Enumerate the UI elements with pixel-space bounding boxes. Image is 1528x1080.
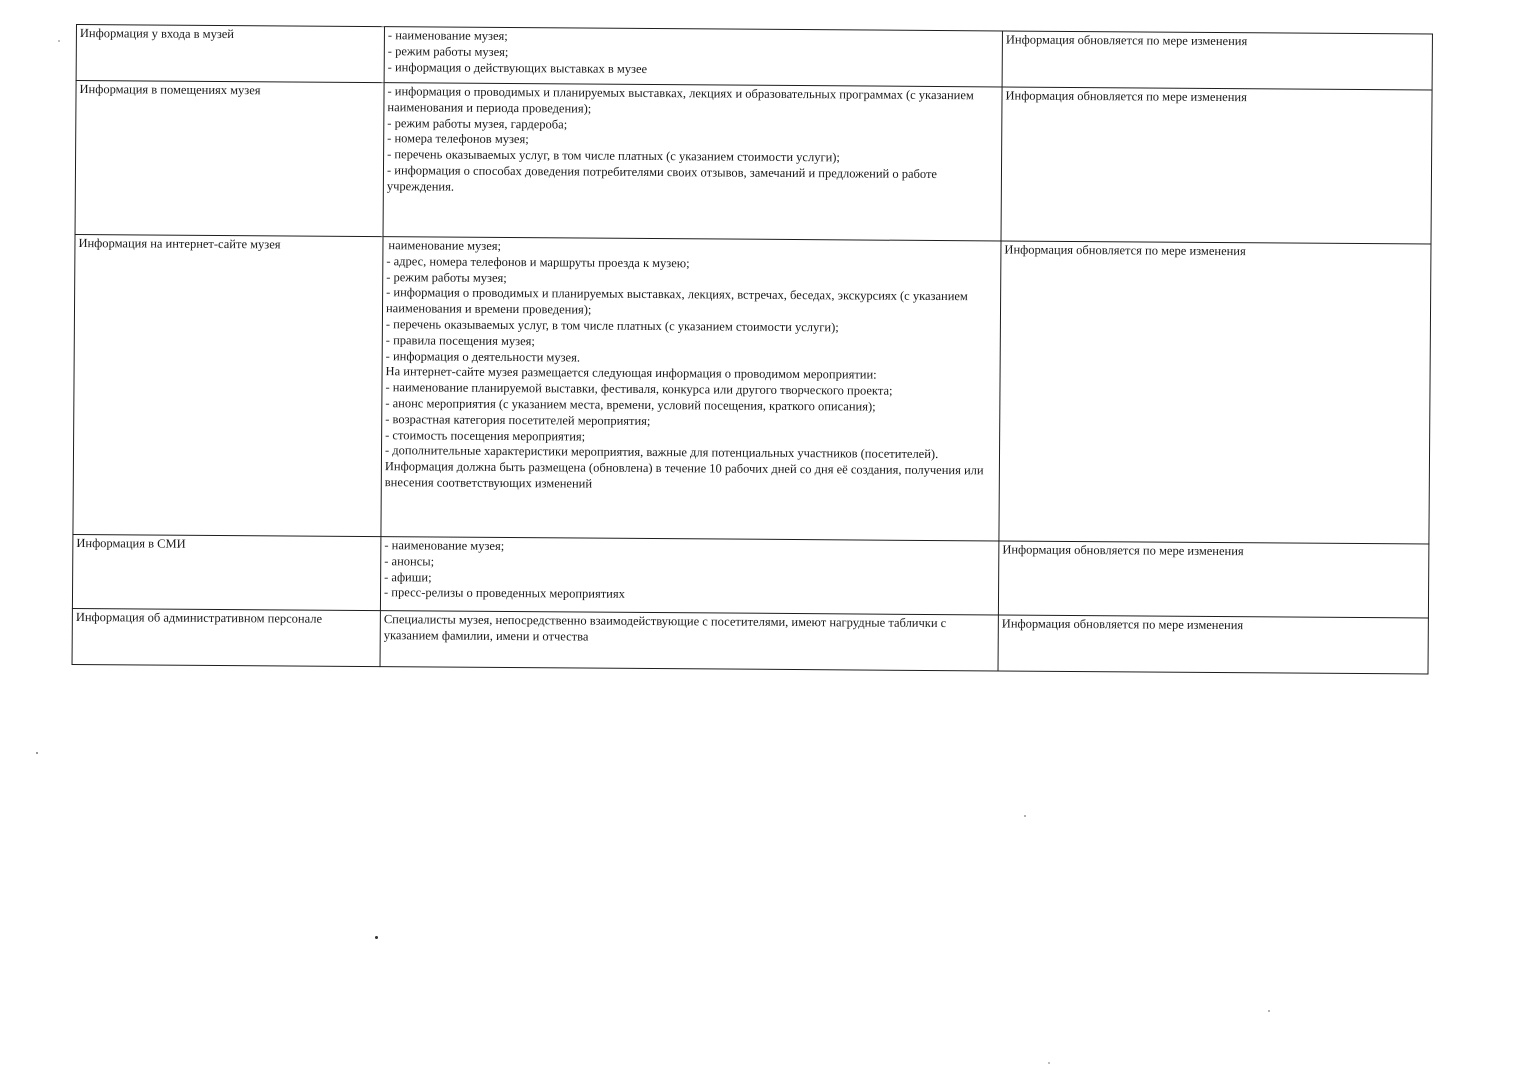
list-item: - информация о действующих выставках в музее xyxy=(388,60,999,80)
table-row xyxy=(72,534,1428,617)
list-item: - наименование планируемой выставки, фестиваля, конкурса или другого творческого проекта; xyxy=(385,380,996,400)
list-item: - правила посещения музея; xyxy=(386,333,997,353)
table-row xyxy=(75,81,1432,244)
category-cell xyxy=(75,81,384,237)
scan-speck xyxy=(1048,1062,1050,1064)
update-note: Информация обновляется по мере изменения xyxy=(1001,616,1244,633)
table-row xyxy=(72,608,1428,673)
list-item: - наименование музея; xyxy=(388,28,999,48)
list-item: - афиши; xyxy=(384,570,995,590)
list-item: - пресс-релизы о проведенных мероприятиях xyxy=(384,586,995,606)
table-row xyxy=(76,25,1432,90)
scan-speck xyxy=(375,936,378,939)
list-item: - перечень оказываемых услуг, в том числе платных (с указанием стоимости услуги); xyxy=(387,147,998,167)
paragraph: Специалисты музея, непосредственно взаимодействующие с посетителями, имеют нагрудные таблички с указанием фамилии, имени и отчества xyxy=(383,612,947,644)
update-cell xyxy=(999,241,1431,544)
list-item: - информация о проводимых и планируемых выставках, лекциях, встречах, беседах, экскурсиях (с указанием наименования и времени проведения); xyxy=(386,286,997,322)
list-item: - перечень оказываемых услуг, в том числе платных (с указанием стоимости услуги); xyxy=(386,317,997,337)
list-item: - адрес, номера телефонов и маршруты проезда к музею; xyxy=(386,254,997,274)
category-cell xyxy=(73,234,383,536)
list-item: - дополнительные характеристики мероприятия, важные для потенциальных участников (посетителей). xyxy=(385,444,996,464)
list-item: - возрастная категория посетителей мероприятия; xyxy=(385,412,996,432)
information-table xyxy=(72,24,1433,674)
list-item: - информация о деятельности музея. xyxy=(386,349,997,369)
category-cell xyxy=(76,25,384,83)
table-row xyxy=(73,234,1431,543)
list-item: - режим работы музея, гардероба; xyxy=(387,116,998,136)
update-cell xyxy=(998,615,1428,674)
category-cell xyxy=(72,608,380,666)
content-cell xyxy=(384,27,1002,87)
list-item: - стоимость посещения мероприятия; xyxy=(385,428,996,448)
update-cell xyxy=(998,541,1429,618)
scan-speck xyxy=(1268,1010,1270,1012)
update-note: Информация обновляется по мере изменения xyxy=(1002,542,1244,559)
scan-speck xyxy=(58,40,60,42)
update-cell xyxy=(1002,31,1432,90)
list-item: - режим работы музея; xyxy=(388,44,999,64)
update-note: Информация обновляется по мере изменения xyxy=(1005,32,1248,49)
list-item: - номера телефонов музея; xyxy=(387,132,998,152)
list-item: - режим работы музея; xyxy=(386,270,997,290)
update-note: Информация обновляется по мере изменения xyxy=(1005,88,1247,105)
table-container xyxy=(72,24,1433,674)
category-label: Информация у входа в музей xyxy=(79,26,235,42)
update-note: Информация обновляется по мере изменения xyxy=(1004,242,1246,259)
category-cell xyxy=(72,534,381,610)
update-cell xyxy=(1001,87,1432,244)
paragraph: На интернет-сайте музея размещается следующая информация о проводимом мероприятии: xyxy=(385,364,877,382)
list-item: - наименование музея; xyxy=(384,538,995,558)
content-cell xyxy=(383,83,1002,241)
content-cell xyxy=(381,237,1001,541)
list-item: - анонс мероприятия (с указанием места, времени, условий посещения, краткого описания); xyxy=(385,396,996,416)
list-item: - информация о способах доведения потребителями своих отзывов, замечаний и предложений о работе учреждения. xyxy=(387,163,998,199)
list-item: - информация о проводимых и планируемых выставках, лекциях и образовательных программах (с указанием наименования и периода проведения); xyxy=(387,84,998,120)
category-label: Информация на интернет-сайте музея xyxy=(78,236,281,252)
list-item: - анонсы; xyxy=(384,554,995,574)
category-label: Информация в помещениях музея xyxy=(79,82,261,98)
list-item: наименование музея; xyxy=(388,238,502,253)
content-cell xyxy=(380,537,999,615)
scan-speck xyxy=(36,752,38,754)
paragraph: Информация должна быть размещена (обновлена) в течение 10 рабочих дней со дня её создания, получения или внесения соответствующих изменений xyxy=(384,459,984,491)
category-label: Информация об административном персонале xyxy=(75,610,323,626)
content-cell xyxy=(380,611,998,671)
category-label: Информация в СМИ xyxy=(76,536,186,551)
scan-speck xyxy=(1024,815,1026,817)
